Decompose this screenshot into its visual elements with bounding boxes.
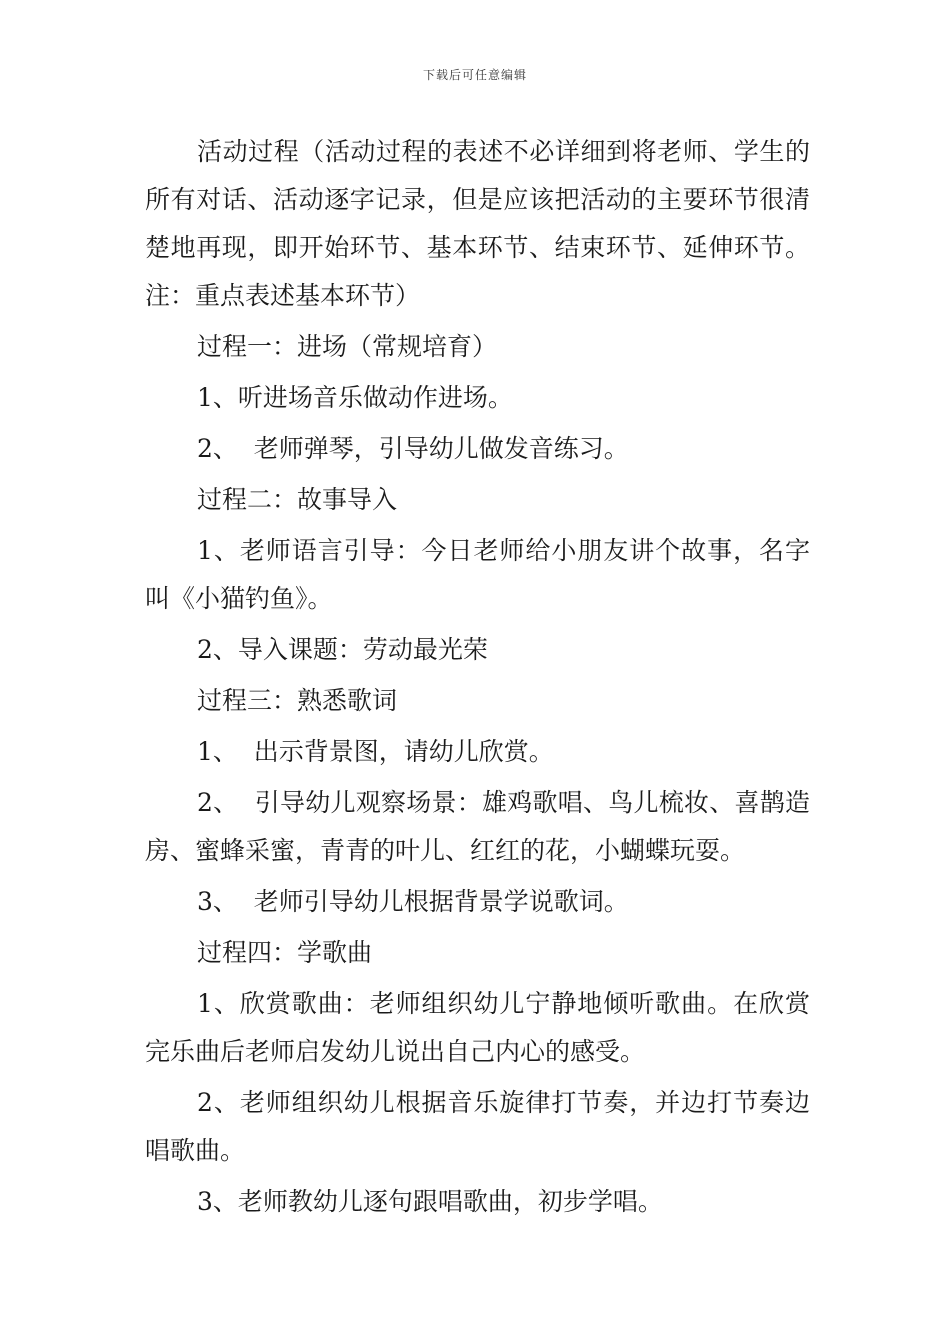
paragraph-process-three-item-2: 2、 引导幼儿观察场景：雄鸡歌唱、鸟儿梳妆、喜鹊造房、蜜蜂采蜜，青青的叶儿、红红的花，小蝴蝶玩耍。 [145,788,810,865]
paragraph-process-three-item-3: 3、 老师引导幼儿根据背景学说歌词。 [197,887,629,916]
paragraph-process-two-item-2: 2、导入课题：劳动最光荣 [197,635,488,664]
paragraph-process-four-title: 过程四：学歌曲 [197,938,373,967]
paragraph-intro: 活动过程（活动过程的表述不必详细到将老师、学生的所有对话、活动逐字记录，但是应该把活动的主要环节很清楚地再现，即开始环节、基本环节、结束环节、延伸环节。注：重点表述基本环节） [145,137,810,310]
paragraph-process-two-item-1: 1、老师语言引导：今日老师给小朋友讲个故事，名字叫《小猫钓鱼》。 [145,536,810,613]
paragraph-process-one-item-2: 2、 老师弹琴，引导幼儿做发音练习。 [197,434,629,463]
paragraph-process-one-title: 过程一：进场（常规培育） [197,332,498,361]
paragraph-process-four-item-2: 2、老师组织幼儿根据音乐旋律打节奏，并边打节奏边唱歌曲。 [145,1088,810,1165]
paragraph-process-three-item-1: 1、 出示背景图，请幼儿欣赏。 [197,737,554,766]
paragraph-process-four-item-3: 3、老师教幼儿逐句跟唱歌曲，初步学唱。 [197,1187,663,1216]
document-body [145,128,810,1226]
page-header: 下载后可任意编辑 [422,68,527,82]
paragraph-process-three-title: 过程三：熟悉歌词 [197,686,398,715]
paragraph-process-four-item-1: 1、欣赏歌曲：老师组织幼儿宁静地倾听歌曲。在欣赏完乐曲后老师启发幼儿说出自己内心的感受。 [145,989,810,1066]
paragraph-process-one-item-1: 1、听进场音乐做动作进场。 [197,383,513,412]
paragraph-process-two-title: 过程二：故事导入 [197,485,398,514]
